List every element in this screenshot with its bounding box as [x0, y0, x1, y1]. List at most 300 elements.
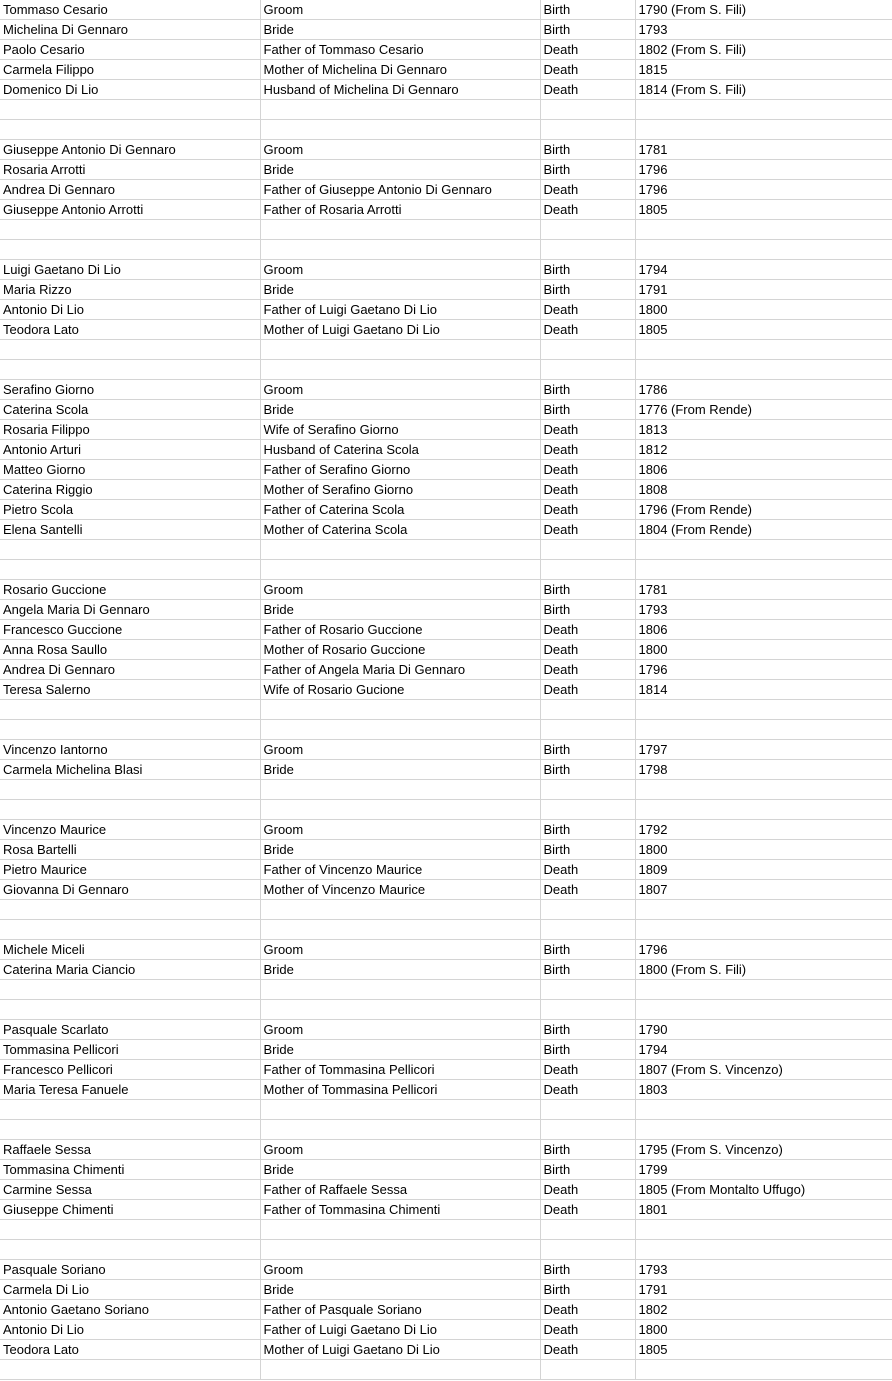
event-cell[interactable]: Death: [540, 1200, 635, 1220]
role-cell[interactable]: Bride: [260, 1160, 540, 1180]
event-cell[interactable]: [540, 920, 635, 940]
event-cell[interactable]: Death: [540, 1340, 635, 1360]
name-cell[interactable]: Antonio Gaetano Soriano: [0, 1300, 260, 1320]
year-cell[interactable]: 1798: [635, 760, 892, 780]
event-cell[interactable]: Death: [540, 200, 635, 220]
name-cell[interactable]: Andrea Di Gennaro: [0, 660, 260, 680]
year-cell[interactable]: 1813: [635, 420, 892, 440]
name-cell[interactable]: Raffaele Sessa: [0, 1140, 260, 1160]
role-cell[interactable]: [260, 560, 540, 580]
event-cell[interactable]: Death: [540, 320, 635, 340]
event-cell[interactable]: Birth: [540, 1020, 635, 1040]
role-cell[interactable]: Groom: [260, 1020, 540, 1040]
event-cell[interactable]: Death: [540, 1080, 635, 1100]
event-cell[interactable]: Death: [540, 680, 635, 700]
name-cell[interactable]: Michelina Di Gennaro: [0, 20, 260, 40]
name-cell[interactable]: Pasquale Scarlato: [0, 1020, 260, 1040]
name-cell[interactable]: Rosa Bartelli: [0, 840, 260, 860]
table-row: [0, 1260, 892, 1280]
event-cell[interactable]: Death: [540, 520, 635, 540]
name-cell[interactable]: Giuseppe Antonio Arrotti: [0, 200, 260, 220]
year-cell[interactable]: 1781: [635, 140, 892, 160]
year-cell[interactable]: 1806: [635, 460, 892, 480]
table-row: [0, 300, 892, 320]
name-cell[interactable]: [0, 560, 260, 580]
name-cell[interactable]: Carmine Sessa: [0, 1180, 260, 1200]
name-cell[interactable]: Giuseppe Chimenti: [0, 1200, 260, 1220]
year-cell[interactable]: 1791: [635, 280, 892, 300]
event-cell[interactable]: Death: [540, 880, 635, 900]
table-row: [0, 700, 892, 720]
name-cell[interactable]: Rosaria Filippo: [0, 420, 260, 440]
name-cell[interactable]: Francesco Guccione: [0, 620, 260, 640]
name-cell[interactable]: Michele Miceli: [0, 940, 260, 960]
role-cell[interactable]: Bride: [260, 400, 540, 420]
role-cell[interactable]: Father of Rosaria Arrotti: [260, 200, 540, 220]
role-cell[interactable]: [260, 240, 540, 260]
role-cell[interactable]: [260, 920, 540, 940]
role-cell[interactable]: [260, 720, 540, 740]
year-cell[interactable]: 1796: [635, 160, 892, 180]
role-cell[interactable]: [260, 700, 540, 720]
table-row: [0, 480, 892, 500]
event-cell[interactable]: Birth: [540, 1040, 635, 1060]
event-cell[interactable]: Birth: [540, 740, 635, 760]
year-cell[interactable]: [635, 540, 892, 560]
name-cell[interactable]: Tommaso Cesario: [0, 0, 260, 20]
name-cell[interactable]: Teodora Lato: [0, 320, 260, 340]
table-row: [0, 1180, 892, 1200]
role-cell[interactable]: Father of Tommasina Chimenti: [260, 1200, 540, 1220]
name-cell[interactable]: Pietro Scola: [0, 500, 260, 520]
role-cell[interactable]: Father of Vincenzo Maurice: [260, 860, 540, 880]
name-cell[interactable]: Rosario Guccione: [0, 580, 260, 600]
role-cell[interactable]: Bride: [260, 20, 540, 40]
year-cell[interactable]: 1814: [635, 680, 892, 700]
name-cell[interactable]: [0, 1000, 260, 1020]
event-cell[interactable]: [540, 1000, 635, 1020]
event-cell[interactable]: [540, 800, 635, 820]
event-cell[interactable]: [540, 780, 635, 800]
name-cell[interactable]: Serafino Giorno: [0, 380, 260, 400]
name-cell[interactable]: [0, 1120, 260, 1140]
role-cell[interactable]: [260, 540, 540, 560]
event-cell[interactable]: [540, 100, 635, 120]
name-cell[interactable]: Caterina Maria Ciancio: [0, 960, 260, 980]
event-cell[interactable]: Death: [540, 460, 635, 480]
role-cell[interactable]: Father of Rosario Guccione: [260, 620, 540, 640]
event-cell[interactable]: Death: [540, 1060, 635, 1080]
event-cell[interactable]: [540, 240, 635, 260]
name-cell[interactable]: [0, 100, 260, 120]
name-cell[interactable]: [0, 240, 260, 260]
name-cell[interactable]: Matteo Giorno: [0, 460, 260, 480]
event-cell[interactable]: Birth: [540, 260, 635, 280]
year-cell[interactable]: 1808: [635, 480, 892, 500]
year-cell[interactable]: 1799: [635, 1160, 892, 1180]
name-cell[interactable]: [0, 700, 260, 720]
event-cell[interactable]: Birth: [540, 400, 635, 420]
name-cell[interactable]: Francesco Pellicori: [0, 1060, 260, 1080]
role-cell[interactable]: Father of Giuseppe Antonio Di Gennaro: [260, 180, 540, 200]
name-cell[interactable]: Luigi Gaetano Di Lio: [0, 260, 260, 280]
role-cell[interactable]: Husband of Caterina Scola: [260, 440, 540, 460]
year-cell[interactable]: 1815: [635, 60, 892, 80]
event-cell[interactable]: Death: [540, 860, 635, 880]
year-cell[interactable]: [635, 1360, 892, 1380]
role-cell[interactable]: [260, 900, 540, 920]
year-cell[interactable]: 1805 (From Montalto Uffugo): [635, 1180, 892, 1200]
name-cell[interactable]: Carmela Filippo: [0, 60, 260, 80]
event-cell[interactable]: Death: [540, 480, 635, 500]
event-cell[interactable]: [540, 360, 635, 380]
name-cell[interactable]: Antonio Di Lio: [0, 300, 260, 320]
role-cell[interactable]: [260, 120, 540, 140]
event-cell[interactable]: Death: [540, 640, 635, 660]
year-cell[interactable]: 1790 (From S. Fili): [635, 0, 892, 20]
role-cell[interactable]: Mother of Caterina Scola: [260, 520, 540, 540]
name-cell[interactable]: [0, 1100, 260, 1120]
year-cell[interactable]: 1794: [635, 1040, 892, 1060]
event-cell[interactable]: Birth: [540, 1280, 635, 1300]
role-cell[interactable]: [260, 1120, 540, 1140]
year-cell[interactable]: 1797: [635, 740, 892, 760]
event-cell[interactable]: Birth: [540, 280, 635, 300]
table-row: [0, 820, 892, 840]
event-cell[interactable]: [540, 1100, 635, 1120]
year-cell[interactable]: 1796: [635, 180, 892, 200]
year-cell[interactable]: 1814 (From S. Fili): [635, 80, 892, 100]
table-row: [0, 620, 892, 640]
year-cell[interactable]: [635, 920, 892, 940]
year-cell[interactable]: 1792: [635, 820, 892, 840]
role-cell[interactable]: Wife of Rosario Gucione: [260, 680, 540, 700]
name-cell[interactable]: Maria Teresa Fanuele: [0, 1080, 260, 1100]
name-cell[interactable]: Pasquale Soriano: [0, 1260, 260, 1280]
table-row: [0, 400, 892, 420]
year-cell[interactable]: 1800: [635, 1320, 892, 1340]
event-cell[interactable]: Birth: [540, 160, 635, 180]
name-cell[interactable]: Tommasina Chimenti: [0, 1160, 260, 1180]
table-row: [0, 740, 892, 760]
year-cell[interactable]: 1807: [635, 880, 892, 900]
role-cell[interactable]: Bride: [260, 600, 540, 620]
year-cell[interactable]: [635, 360, 892, 380]
event-cell[interactable]: Death: [540, 440, 635, 460]
event-cell[interactable]: Birth: [540, 1140, 635, 1160]
event-cell[interactable]: Birth: [540, 1160, 635, 1180]
table-row: [0, 40, 892, 60]
role-cell[interactable]: Father of Luigi Gaetano Di Lio: [260, 300, 540, 320]
role-cell[interactable]: [260, 360, 540, 380]
role-cell[interactable]: Mother of Vincenzo Maurice: [260, 880, 540, 900]
name-cell[interactable]: [0, 780, 260, 800]
event-cell[interactable]: [540, 560, 635, 580]
name-cell[interactable]: Vincenzo Maurice: [0, 820, 260, 840]
name-cell[interactable]: Elena Santelli: [0, 520, 260, 540]
role-cell[interactable]: Father of Raffaele Sessa: [260, 1180, 540, 1200]
name-cell[interactable]: Vincenzo Iantorno: [0, 740, 260, 760]
year-cell[interactable]: [635, 1220, 892, 1240]
role-cell[interactable]: Groom: [260, 740, 540, 760]
role-cell[interactable]: Father of Pasquale Soriano: [260, 1300, 540, 1320]
event-cell[interactable]: Death: [540, 180, 635, 200]
event-cell[interactable]: Death: [540, 80, 635, 100]
role-cell[interactable]: Bride: [260, 1280, 540, 1300]
year-cell[interactable]: [635, 1100, 892, 1120]
role-cell[interactable]: Wife of Serafino Giorno: [260, 420, 540, 440]
name-cell[interactable]: Tommasina Pellicori: [0, 1040, 260, 1060]
role-cell[interactable]: Bride: [260, 280, 540, 300]
year-cell[interactable]: 1790: [635, 1020, 892, 1040]
table-row: [0, 140, 892, 160]
event-cell[interactable]: Birth: [540, 940, 635, 960]
year-cell[interactable]: [635, 700, 892, 720]
role-cell[interactable]: Mother of Luigi Gaetano Di Lio: [260, 1340, 540, 1360]
role-cell[interactable]: Groom: [260, 940, 540, 960]
role-cell[interactable]: [260, 1100, 540, 1120]
role-cell[interactable]: Mother of Luigi Gaetano Di Lio: [260, 320, 540, 340]
table-row: [0, 540, 892, 560]
year-cell[interactable]: 1793: [635, 20, 892, 40]
year-cell[interactable]: 1803: [635, 1080, 892, 1100]
year-cell[interactable]: [635, 800, 892, 820]
role-cell[interactable]: [260, 1240, 540, 1260]
name-cell[interactable]: Giovanna Di Gennaro: [0, 880, 260, 900]
name-cell[interactable]: [0, 1240, 260, 1260]
year-cell[interactable]: 1806: [635, 620, 892, 640]
name-cell[interactable]: Rosaria Arrotti: [0, 160, 260, 180]
year-cell[interactable]: 1802: [635, 1300, 892, 1320]
event-cell[interactable]: Death: [540, 300, 635, 320]
year-cell[interactable]: 1802 (From S. Fili): [635, 40, 892, 60]
year-cell[interactable]: 1807 (From S. Vincenzo): [635, 1060, 892, 1080]
year-cell[interactable]: [635, 780, 892, 800]
role-cell[interactable]: Mother of Serafino Giorno: [260, 480, 540, 500]
role-cell[interactable]: Groom: [260, 1260, 540, 1280]
role-cell[interactable]: Mother of Rosario Guccione: [260, 640, 540, 660]
year-cell[interactable]: 1800: [635, 300, 892, 320]
name-cell[interactable]: [0, 800, 260, 820]
event-cell[interactable]: Death: [540, 40, 635, 60]
year-cell[interactable]: 1796: [635, 940, 892, 960]
event-cell[interactable]: Birth: [540, 380, 635, 400]
name-cell[interactable]: [0, 220, 260, 240]
name-cell[interactable]: Anna Rosa Saullo: [0, 640, 260, 660]
table-row: [0, 1140, 892, 1160]
table-row: [0, 360, 892, 380]
role-cell[interactable]: [260, 780, 540, 800]
role-cell[interactable]: Father of Tommaso Cesario: [260, 40, 540, 60]
year-cell[interactable]: 1800 (From S. Fili): [635, 960, 892, 980]
year-cell[interactable]: [635, 980, 892, 1000]
role-cell[interactable]: [260, 100, 540, 120]
name-cell[interactable]: [0, 720, 260, 740]
event-cell[interactable]: Death: [540, 1300, 635, 1320]
role-cell[interactable]: [260, 980, 540, 1000]
table-row: [0, 1340, 892, 1360]
role-cell[interactable]: [260, 220, 540, 240]
role-cell[interactable]: Groom: [260, 820, 540, 840]
table-row: [0, 1280, 892, 1300]
name-cell[interactable]: Teresa Salerno: [0, 680, 260, 700]
role-cell[interactable]: Groom: [260, 0, 540, 20]
event-cell[interactable]: Birth: [540, 760, 635, 780]
name-cell[interactable]: [0, 1220, 260, 1240]
table-row: [0, 720, 892, 740]
role-cell[interactable]: Father of Luigi Gaetano Di Lio: [260, 1320, 540, 1340]
year-cell[interactable]: 1805: [635, 200, 892, 220]
name-cell[interactable]: Antonio Di Lio: [0, 1320, 260, 1340]
role-cell[interactable]: [260, 1220, 540, 1240]
event-cell[interactable]: Death: [540, 60, 635, 80]
event-cell[interactable]: Birth: [540, 20, 635, 40]
role-cell[interactable]: Groom: [260, 1140, 540, 1160]
name-cell[interactable]: Domenico Di Lio: [0, 80, 260, 100]
event-cell[interactable]: Death: [540, 500, 635, 520]
name-cell[interactable]: Antonio Arturi: [0, 440, 260, 460]
role-cell[interactable]: Bride: [260, 1040, 540, 1060]
event-cell[interactable]: [540, 340, 635, 360]
year-cell[interactable]: 1796 (From Rende): [635, 500, 892, 520]
table-row: [0, 1300, 892, 1320]
name-cell[interactable]: Teodora Lato: [0, 1340, 260, 1360]
year-cell[interactable]: 1801: [635, 1200, 892, 1220]
year-cell[interactable]: 1781: [635, 580, 892, 600]
event-cell[interactable]: Birth: [540, 580, 635, 600]
name-cell[interactable]: [0, 120, 260, 140]
role-cell[interactable]: Father of Angela Maria Di Gennaro: [260, 660, 540, 680]
table-row: [0, 840, 892, 860]
role-cell[interactable]: Groom: [260, 260, 540, 280]
year-cell[interactable]: 1812: [635, 440, 892, 460]
year-cell[interactable]: 1793: [635, 600, 892, 620]
year-cell[interactable]: 1805: [635, 1340, 892, 1360]
event-cell[interactable]: [540, 700, 635, 720]
name-cell[interactable]: Maria Rizzo: [0, 280, 260, 300]
event-cell[interactable]: Birth: [540, 1260, 635, 1280]
year-cell[interactable]: 1776 (From Rende): [635, 400, 892, 420]
name-cell[interactable]: Pietro Maurice: [0, 860, 260, 880]
year-cell[interactable]: 1795 (From S. Vincenzo): [635, 1140, 892, 1160]
event-cell[interactable]: Death: [540, 1180, 635, 1200]
role-cell[interactable]: Bride: [260, 160, 540, 180]
year-cell[interactable]: 1786: [635, 380, 892, 400]
name-cell[interactable]: [0, 900, 260, 920]
name-cell[interactable]: Carmela Michelina Blasi: [0, 760, 260, 780]
name-cell[interactable]: [0, 920, 260, 940]
year-cell[interactable]: 1791: [635, 1280, 892, 1300]
name-cell[interactable]: Caterina Riggio: [0, 480, 260, 500]
role-cell[interactable]: Bride: [260, 960, 540, 980]
role-cell[interactable]: Mother of Tommasina Pellicori: [260, 1080, 540, 1100]
year-cell[interactable]: [635, 120, 892, 140]
year-cell[interactable]: [635, 720, 892, 740]
event-cell[interactable]: [540, 220, 635, 240]
event-cell[interactable]: Death: [540, 420, 635, 440]
event-cell[interactable]: [540, 1220, 635, 1240]
event-cell[interactable]: Birth: [540, 820, 635, 840]
year-cell[interactable]: [635, 900, 892, 920]
name-cell[interactable]: Giuseppe Antonio Di Gennaro: [0, 140, 260, 160]
name-cell[interactable]: Angela Maria Di Gennaro: [0, 600, 260, 620]
role-cell[interactable]: Mother of Michelina Di Gennaro: [260, 60, 540, 80]
role-cell[interactable]: Groom: [260, 580, 540, 600]
event-cell[interactable]: [540, 720, 635, 740]
event-cell[interactable]: [540, 980, 635, 1000]
event-cell[interactable]: Birth: [540, 140, 635, 160]
table-row: [0, 220, 892, 240]
name-cell[interactable]: [0, 360, 260, 380]
name-cell[interactable]: [0, 1360, 260, 1380]
table-row: [0, 1100, 892, 1120]
role-cell[interactable]: [260, 1000, 540, 1020]
year-cell[interactable]: [635, 100, 892, 120]
role-cell[interactable]: [260, 1360, 540, 1380]
role-cell[interactable]: [260, 800, 540, 820]
role-cell[interactable]: Father of Serafino Giorno: [260, 460, 540, 480]
role-cell[interactable]: Father of Caterina Scola: [260, 500, 540, 520]
year-cell[interactable]: 1800: [635, 640, 892, 660]
event-cell[interactable]: Birth: [540, 600, 635, 620]
event-cell[interactable]: [540, 540, 635, 560]
name-cell[interactable]: [0, 980, 260, 1000]
year-cell[interactable]: [635, 560, 892, 580]
event-cell[interactable]: Death: [540, 620, 635, 640]
role-cell[interactable]: Bride: [260, 760, 540, 780]
event-cell[interactable]: [540, 1240, 635, 1260]
year-cell[interactable]: [635, 1120, 892, 1140]
table-row: [0, 460, 892, 480]
event-cell[interactable]: Death: [540, 660, 635, 680]
year-cell[interactable]: [635, 1240, 892, 1260]
year-cell[interactable]: 1800: [635, 840, 892, 860]
year-cell[interactable]: 1805: [635, 320, 892, 340]
table-row: [0, 520, 892, 540]
year-cell[interactable]: 1793: [635, 1260, 892, 1280]
event-cell[interactable]: [540, 1120, 635, 1140]
role-cell[interactable]: Bride: [260, 840, 540, 860]
year-cell[interactable]: 1804 (From Rende): [635, 520, 892, 540]
year-cell[interactable]: [635, 240, 892, 260]
event-cell[interactable]: [540, 1360, 635, 1380]
year-cell[interactable]: [635, 340, 892, 360]
year-cell[interactable]: 1796: [635, 660, 892, 680]
name-cell[interactable]: Paolo Cesario: [0, 40, 260, 60]
name-cell[interactable]: Andrea Di Gennaro: [0, 180, 260, 200]
year-cell[interactable]: [635, 1000, 892, 1020]
event-cell[interactable]: Birth: [540, 960, 635, 980]
role-cell[interactable]: Groom: [260, 380, 540, 400]
event-cell[interactable]: [540, 900, 635, 920]
name-cell[interactable]: [0, 540, 260, 560]
table-row: [0, 760, 892, 780]
role-cell[interactable]: Groom: [260, 140, 540, 160]
event-cell[interactable]: Birth: [540, 840, 635, 860]
name-cell[interactable]: [0, 340, 260, 360]
event-cell[interactable]: Death: [540, 1320, 635, 1340]
role-cell[interactable]: [260, 340, 540, 360]
name-cell[interactable]: Caterina Scola: [0, 400, 260, 420]
event-cell[interactable]: Birth: [540, 0, 635, 20]
role-cell[interactable]: Father of Tommasina Pellicori: [260, 1060, 540, 1080]
year-cell[interactable]: 1809: [635, 860, 892, 880]
year-cell[interactable]: 1794: [635, 260, 892, 280]
name-cell[interactable]: Carmela Di Lio: [0, 1280, 260, 1300]
year-cell[interactable]: [635, 220, 892, 240]
role-cell[interactable]: Husband of Michelina Di Gennaro: [260, 80, 540, 100]
event-cell[interactable]: [540, 120, 635, 140]
